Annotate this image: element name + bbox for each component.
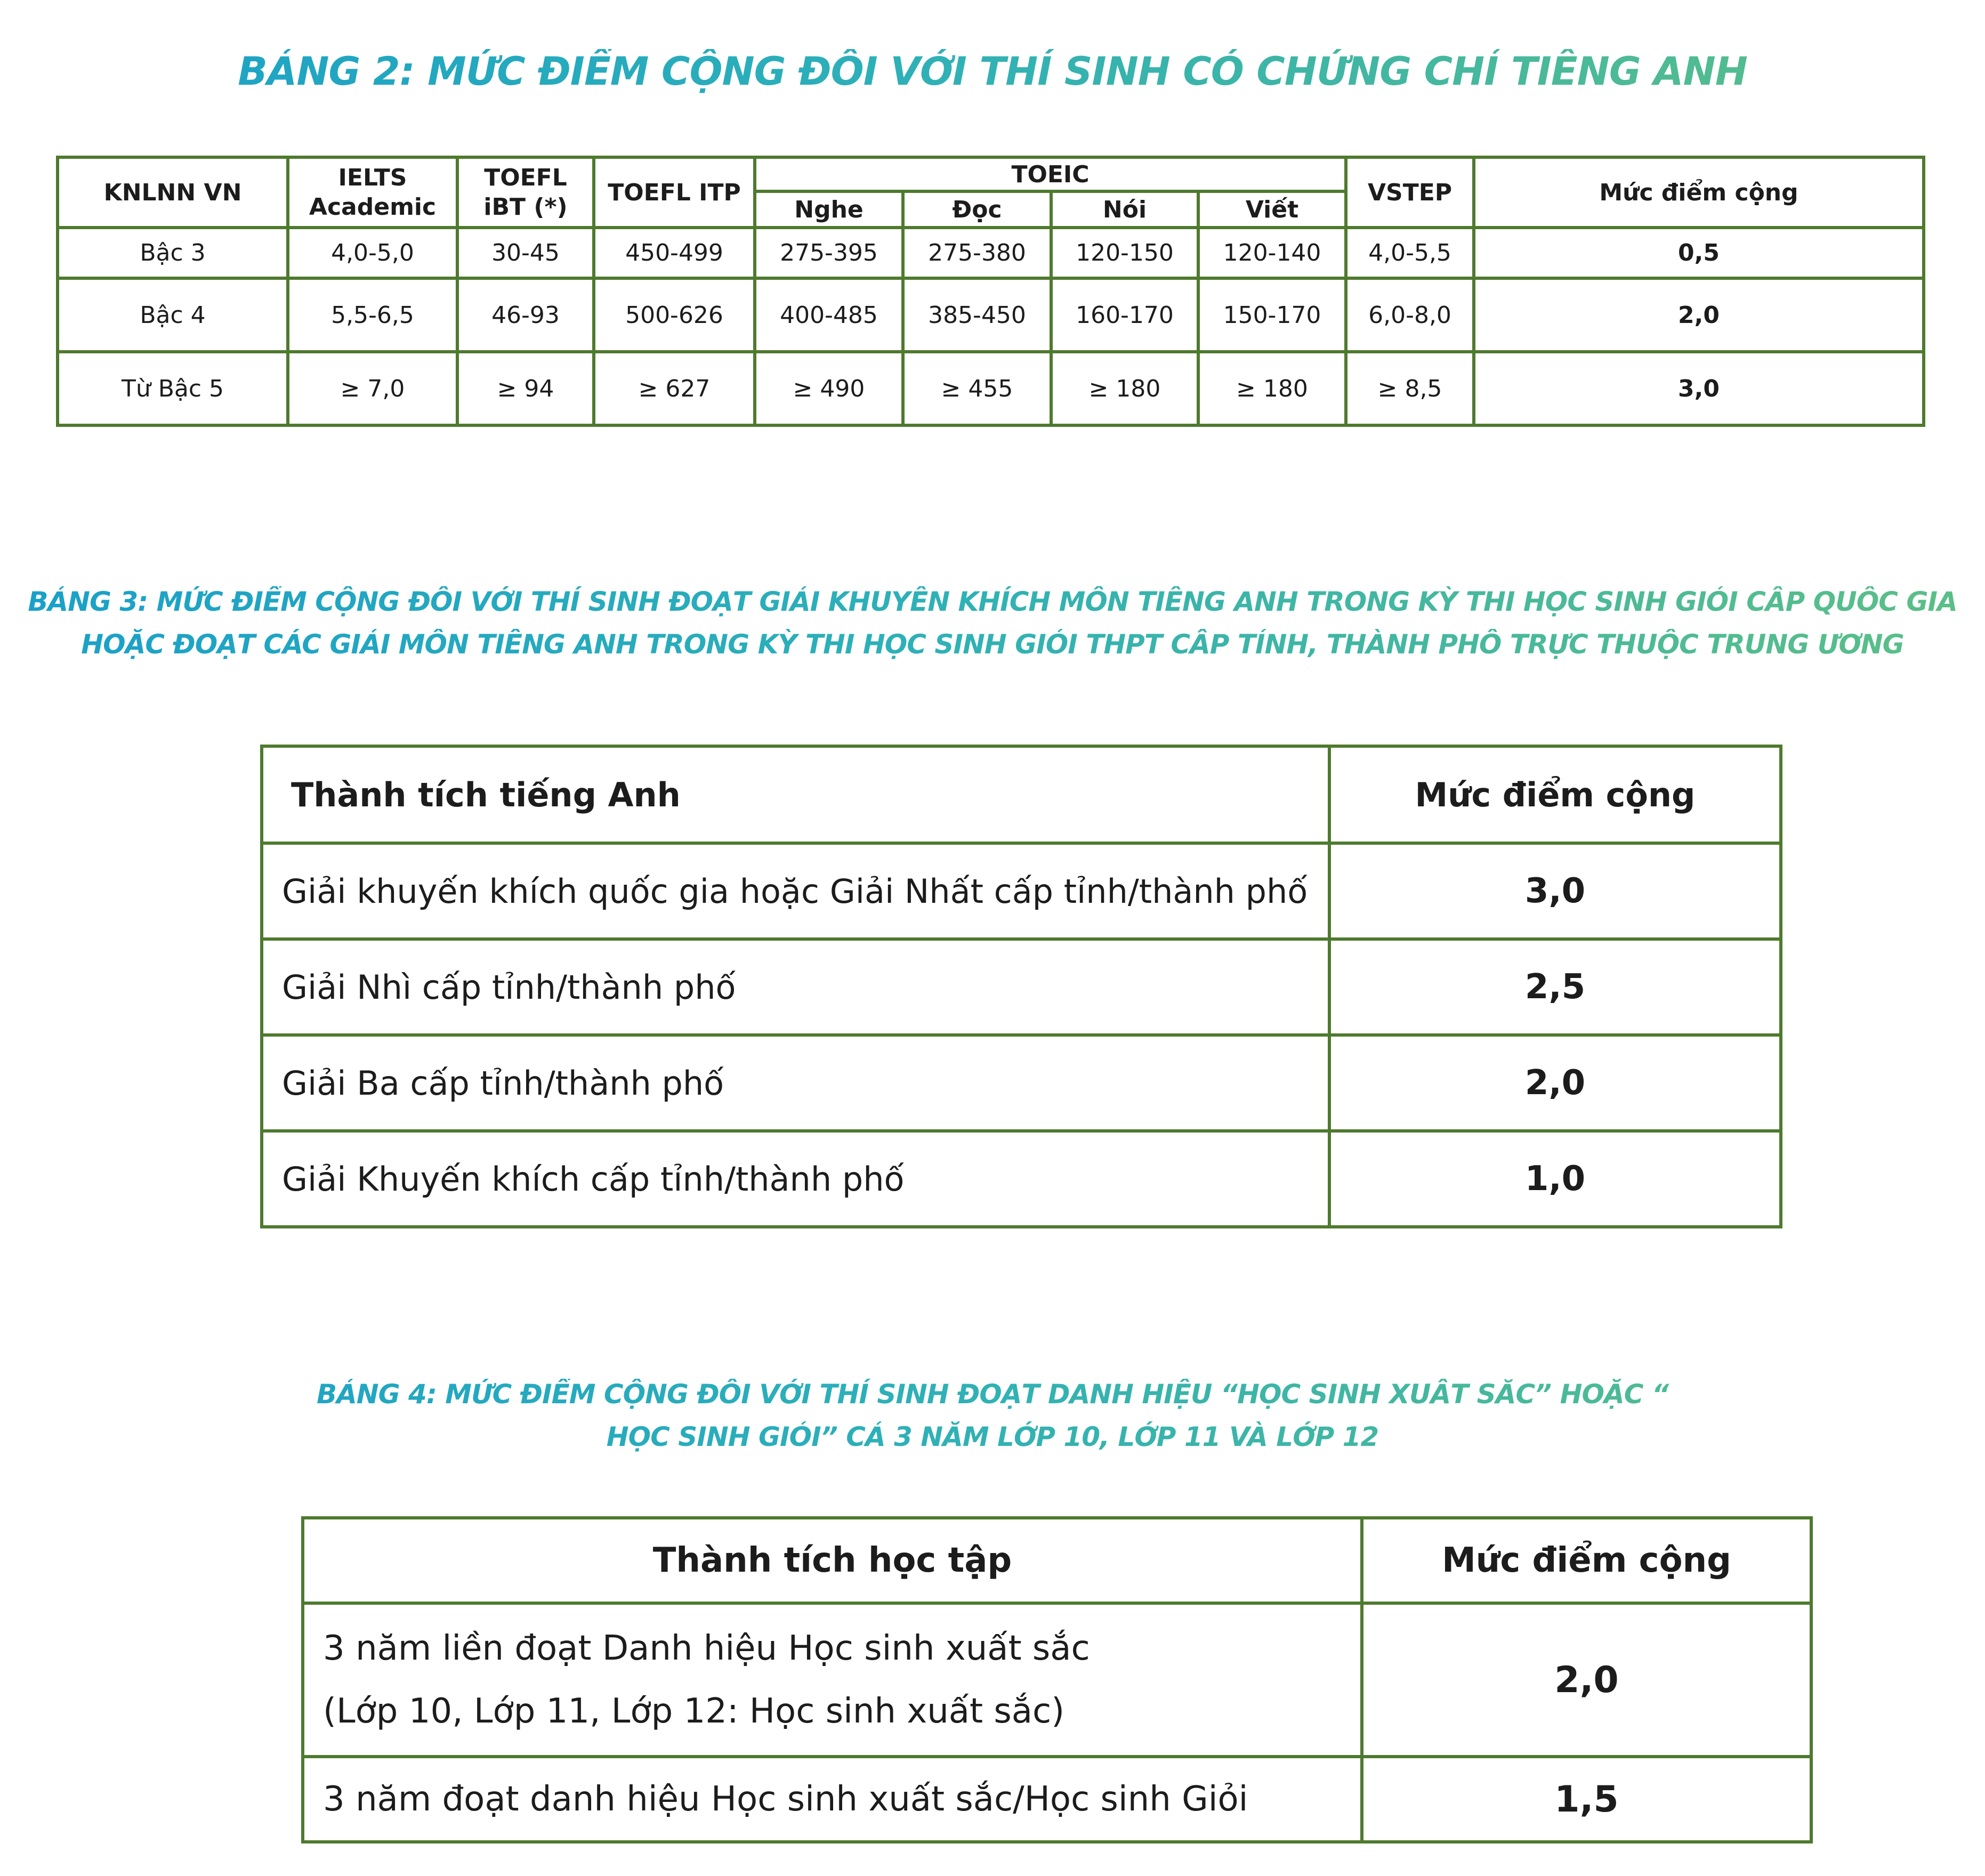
table-row [262, 843, 1781, 939]
cell-noi: 160-170 [1051, 278, 1198, 352]
table-row [303, 1603, 1811, 1757]
table2-english-certificates [56, 156, 1925, 427]
table-row [262, 1035, 1781, 1131]
cell-nghe: 275-395 [755, 228, 903, 278]
cell-bonus: 0,5 [1474, 228, 1924, 278]
cell-bonus: 1,0 [1329, 1131, 1781, 1227]
table2-title: BẢNG 2: MỨC ĐIỂM CỘNG ĐỐI VỚI THÍ SINH CÓ CHỨNG CHỈ TIẾNG ANH [0, 49, 1985, 94]
header-toefl-ibt [457, 157, 594, 228]
cell-bonus: 2,0 [1362, 1603, 1811, 1757]
cell-ibt: ≥ 94 [457, 352, 594, 425]
cell-ielts: ≥ 7,0 [288, 352, 457, 425]
table3-header-row [262, 746, 1781, 843]
table-row [58, 278, 1924, 352]
cell-doc: 275-380 [903, 228, 1051, 278]
table-row [262, 939, 1781, 1035]
cell-ibt: 46-93 [457, 278, 594, 352]
header-knlnn: KNLNN VN [58, 157, 288, 228]
cell-bonus: 1,5 [1362, 1757, 1811, 1842]
cell-ielts: 5,5-6,5 [288, 278, 457, 352]
header-achievement: Thành tích học tập [303, 1518, 1362, 1603]
cell-viet: 120-140 [1198, 228, 1346, 278]
header-toeic: TOEIC [755, 157, 1346, 191]
table4-title-line2: HỌC SINH GIỎI” CẢ 3 NĂM LỚP 10, LỚP 11 VÀ LỚP 12 [0, 1421, 1985, 1452]
header-toefl-ibt-line2: iBT (*) [483, 193, 568, 221]
cell-achievement-line2: (Lớp 10, Lớp 11, Lớp 12: Học sinh xuất sắc) [323, 1692, 1065, 1731]
header-toeic-doc: Đọc [903, 191, 1051, 228]
header-bonus: Mức điểm cộng [1329, 746, 1781, 843]
cell-bonus: 3,0 [1329, 843, 1781, 939]
header-bonus: Mức điểm cộng [1474, 157, 1924, 228]
table3-title-line2: HOẶC ĐOẠT CÁC GIẢI MÔN TIẾNG ANH TRONG KỲ THI HỌC SINH GIỎI THPT CẤP TỈNH, THÀNH PHỐ TRỰC THUỘC TRUNG ƯƠNG [0, 629, 1985, 660]
cell-vstep: ≥ 8,5 [1346, 352, 1474, 425]
cell-achievement: Giải Nhì cấp tỉnh/thành phố [262, 939, 1329, 1035]
table-row [303, 1757, 1811, 1842]
cell-viet: 150-170 [1198, 278, 1346, 352]
cell-bonus: 2,5 [1329, 939, 1781, 1035]
table4-title-line1: BẢNG 4: MỨC ĐIỂM CỘNG ĐỐI VỚI THÍ SINH ĐOẠT DANH HIỆU “HỌC SINH XUẤT SẮC” HOẶC “ [0, 1379, 1985, 1410]
header-toefl-ibt-line1: TOEFL [484, 164, 567, 191]
cell-itp: 500-626 [594, 278, 755, 352]
header-toeic-noi: Nói [1051, 191, 1198, 228]
cell-viet: ≥ 180 [1198, 352, 1346, 425]
cell-bonus: 2,0 [1329, 1035, 1781, 1131]
cell-nghe: 400-485 [755, 278, 903, 352]
cell-vstep: 6,0-8,0 [1346, 278, 1474, 352]
cell-noi: 120-150 [1051, 228, 1198, 278]
table-row [58, 352, 1924, 425]
cell-doc: 385-450 [903, 278, 1051, 352]
header-ielts [288, 157, 457, 228]
header-toeic-viet: Viết [1198, 191, 1346, 228]
cell-noi: ≥ 180 [1051, 352, 1198, 425]
header-toeic-nghe: Nghe [755, 191, 903, 228]
cell-nghe: ≥ 490 [755, 352, 903, 425]
table-row [58, 228, 1924, 278]
table3-title-line1: BẢNG 3: MỨC ĐIỂM CỘNG ĐỐI VỚI THÍ SINH ĐOẠT GIẢI KHUYẾN KHÍCH MÔN TIẾNG ANH TRONG KỲ THI HỌC SINH GIỎI CẤP QUỐC GIA [0, 586, 1985, 617]
cell-bonus: 2,0 [1474, 278, 1924, 352]
header-bonus: Mức điểm cộng [1362, 1518, 1811, 1603]
header-ielts-line1: IELTS [338, 164, 407, 191]
cell-achievement-line1: 3 năm liền đoạt Danh hiệu Học sinh xuất sắc [323, 1628, 1090, 1668]
cell-doc: ≥ 455 [903, 352, 1051, 425]
table4-header-row [303, 1518, 1811, 1603]
cell-ielts: 4,0-5,0 [288, 228, 457, 278]
cell-level: Bậc 3 [58, 228, 288, 278]
cell-itp: ≥ 627 [594, 352, 755, 425]
cell-achievement: 3 năm đoạt danh hiệu Học sinh xuất sắc/Học sinh Giỏi [303, 1757, 1362, 1842]
cell-achievement: Giải Ba cấp tỉnh/thành phố [262, 1035, 1329, 1131]
cell-itp: 450-499 [594, 228, 755, 278]
header-achievement: Thành tích tiếng Anh [262, 746, 1329, 843]
cell-achievement: Giải khuyến khích quốc gia hoặc Giải Nhất cấp tỉnh/thành phố [262, 843, 1329, 939]
header-toefl-itp: TOEFL ITP [594, 157, 755, 228]
cell-ibt: 30-45 [457, 228, 594, 278]
cell-level: Bậc 4 [58, 278, 288, 352]
header-ielts-line2: Academic [309, 193, 437, 221]
cell-achievement [303, 1603, 1362, 1757]
cell-bonus: 3,0 [1474, 352, 1924, 425]
table4-academic-achievements [301, 1516, 1813, 1843]
cell-vstep: 4,0-5,5 [1346, 228, 1474, 278]
table2-header-row [58, 157, 1924, 191]
cell-level: Từ Bậc 5 [58, 352, 288, 425]
cell-achievement: Giải Khuyến khích cấp tỉnh/thành phố [262, 1131, 1329, 1227]
table3-english-awards [260, 745, 1782, 1228]
header-vstep: VSTEP [1346, 157, 1474, 228]
table-row [262, 1131, 1781, 1227]
